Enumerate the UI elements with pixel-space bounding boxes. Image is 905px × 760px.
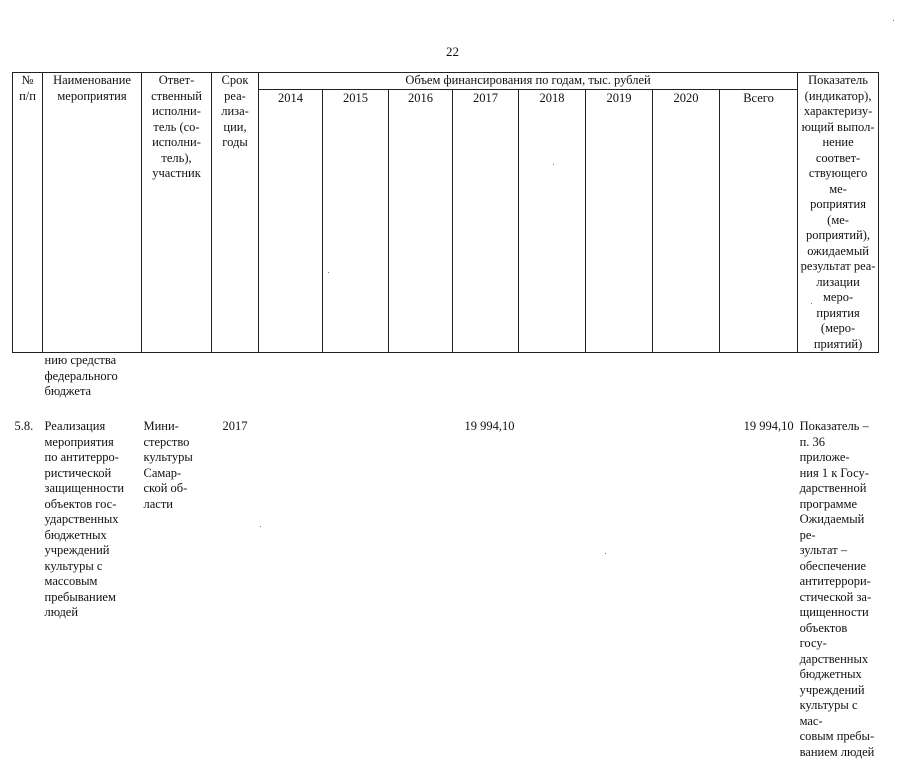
- header-year-2015: 2015: [323, 90, 389, 353]
- scan-speck: [811, 303, 812, 304]
- row-value-2020: [653, 419, 720, 760]
- header-year-2020: 2020: [653, 90, 720, 353]
- header-year-2019: 2019: [586, 90, 653, 353]
- row-value-2014: [259, 419, 323, 760]
- table-row: [13, 419, 879, 760]
- header-row: [13, 73, 879, 90]
- row-value-2015: [323, 419, 389, 760]
- row-term: 2017: [222, 419, 248, 433]
- row-executor: Мини- стерство культуры Самар- ской об- ласти: [143, 419, 193, 511]
- header-total: Всего: [720, 90, 798, 353]
- funding-table: [12, 72, 879, 760]
- row-value-2018: [519, 419, 586, 760]
- header-indicator: Показатель (индикатор), характеризу- ющий выпол- нение соответ- ствующего ме- роприятия (ме- роприятий), ожидаемый результат реа- лизации меро- приятия (меро- приятий): [798, 73, 879, 353]
- scan-speck: [260, 526, 261, 527]
- header-year-2014: 2014: [259, 90, 323, 353]
- scan-speck: [553, 164, 554, 165]
- row-indicator: Показатель – п. 36 приложе- ния 1 к Госу- дарственной программе Ожидаемый ре- зультат – обеспечение антитеррори- стической за- щищенности объектов госу- дарственных бюджетных учреждений культуры с мас- совым пребы- ванием людей: [799, 419, 875, 759]
- scan-speck: [893, 20, 894, 21]
- row-value-2016: [389, 419, 453, 760]
- header-funding-group: Объем финансирования по годам, тыс. рублей: [259, 73, 798, 90]
- scan-speck: [328, 272, 329, 273]
- header-year-2016: 2016: [389, 90, 453, 353]
- header-year-2018: 2018: [519, 90, 586, 353]
- header-term: Срок реа- лиза- ции, годы: [212, 73, 259, 353]
- page-number: 22: [446, 44, 459, 59]
- row-value-total: 19 994,10: [743, 419, 794, 433]
- header-executor: Ответ- ственный исполни- тель (со- исполни- тель), участник: [142, 73, 212, 353]
- row-name: Реализация мероприятия по антитерро- ристической защищенности объектов гос- ударственных бюджетных учреждений культуры с массовым пребыванием людей: [44, 419, 125, 619]
- header-num: № п/п: [13, 73, 43, 353]
- funding-table-container: [12, 72, 878, 760]
- row-num: 5.8.: [14, 419, 34, 433]
- row-value-2017: 19 994,10: [464, 419, 515, 433]
- header-year-2017: 2017: [453, 90, 519, 353]
- row-value-2019: [586, 419, 653, 760]
- header-name: Наименование мероприятия: [43, 73, 142, 353]
- continuation-row: [13, 353, 879, 410]
- scan-speck: [605, 553, 606, 554]
- continuation-name: нию средства федерального бюджета: [44, 353, 118, 398]
